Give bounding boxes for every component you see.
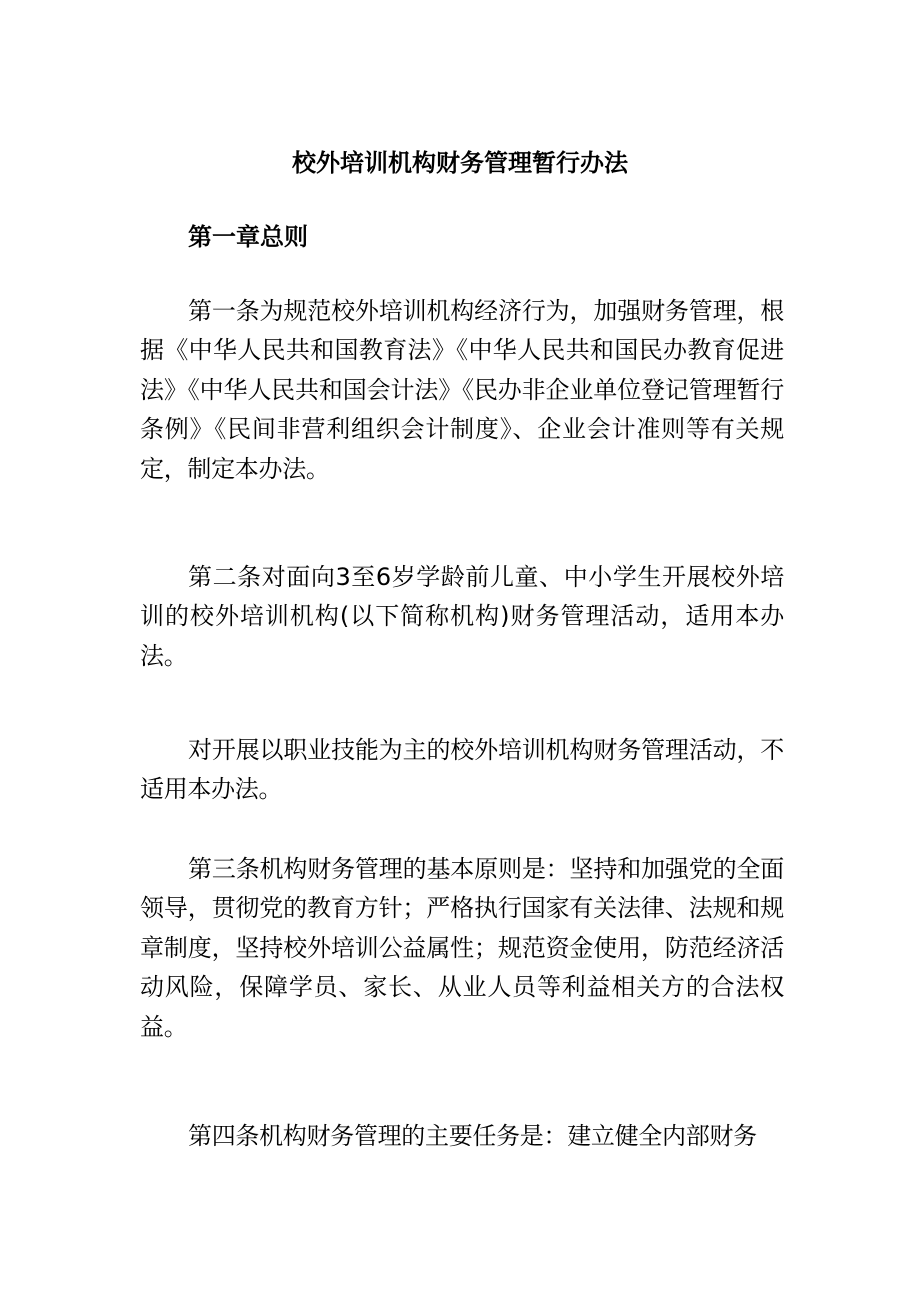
paragraph-article-2: 第二条对面向3至6岁学龄前儿童、中小学生开展校外培训的校外培训机构(以下简称机构)财务管理活动，适用本办法。 [140,563,784,670]
chapter-heading: 第一章总则 [188,223,308,251]
paragraph-exclusion: 对开展以职业技能为主的校外培训机构财务管理活动，不适用本办法。 [140,736,784,804]
document-title: 校外培训机构财务管理暂行办法 [292,149,628,177]
paragraph-article-3: 第三条机构财务管理的基本原则是：坚持和加强党的全面领导，贯彻党的教育方针；严格执行国家有关法律、法规和规章制度，坚持校外培训公益属性；规范资金使用，防范经济活动风险，保障学员、家长、从业人员等利益相关方的合法权益。 [140,855,784,1041]
paragraph-article-4: 第四条机构财务管理的主要任务是：建立健全内部财务 [188,1122,757,1150]
paragraph-article-1: 第一条为规范校外培训机构经济行为，加强财务管理，根据《中华人民共和国教育法》《中华人民共和国民办教育促进法》《中华人民共和国会计法》《民办非企业单位登记管理暂行条例》《民间非营利组织会计制度》、企业会计准则等有关规定，制定本办法。 [140,297,784,483]
